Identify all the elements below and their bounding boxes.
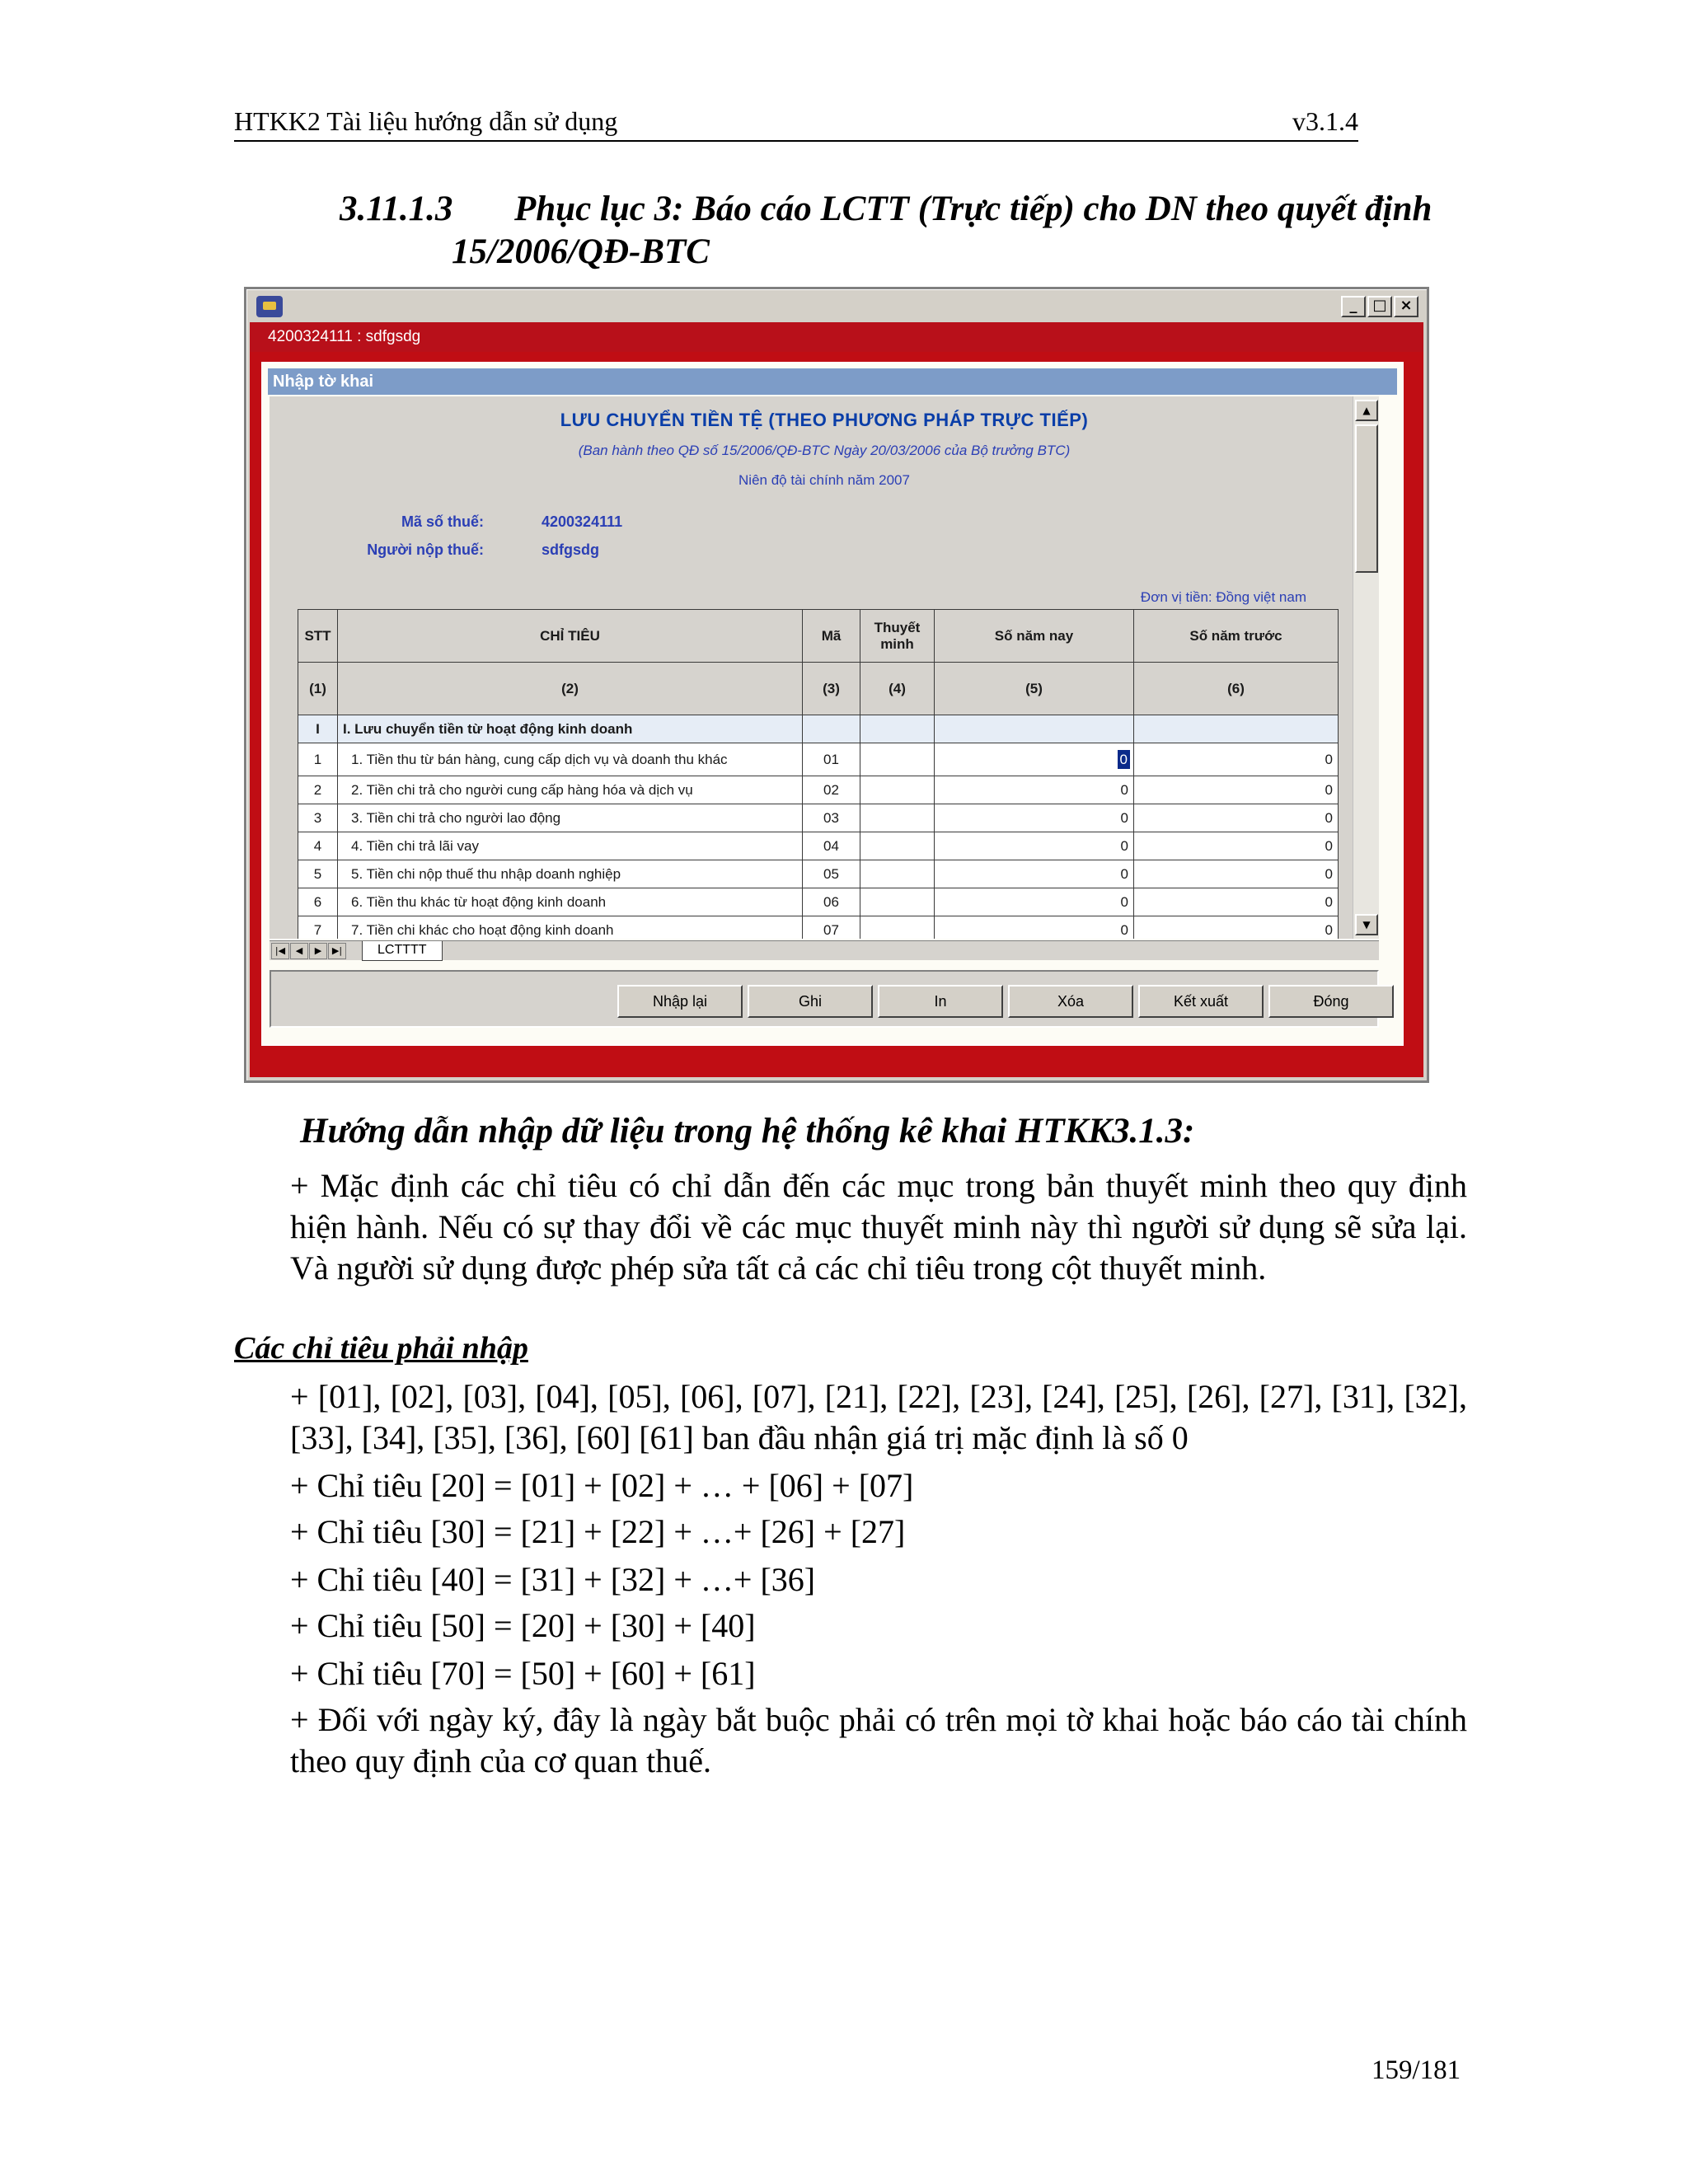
section-title-line2: 15/2006/QĐ-BTC xyxy=(452,232,710,271)
document-version: v3.1.4 xyxy=(1292,106,1358,136)
index-cell: (6) xyxy=(1134,663,1339,715)
app-logo-icon xyxy=(256,296,283,317)
last-sheet-icon[interactable]: ▶| xyxy=(328,943,346,959)
tax-code-value: 4200324111 xyxy=(542,513,623,530)
form-heading: LƯU CHUYỂN TIỀN TỆ (THEO PHƯƠNG PHÁP TRỰC TIẾP) xyxy=(560,410,1089,430)
required-paragraph: + [01], [02], [03], [04], [05], [06], [07], [21], [22], [23], [24], [25], [26], [27], [31], [32], [33], [34], [35], [36], [60] [61] ban đầu nhận giá trị mặc định là số 0 xyxy=(290,1378,1467,1456)
reset-button[interactable]: Nhập lại xyxy=(617,985,743,1018)
table-row xyxy=(298,776,1339,804)
index-cell: (2) xyxy=(338,663,803,715)
next-sheet-icon[interactable]: ▶ xyxy=(309,943,327,959)
row-note-input[interactable] xyxy=(860,888,935,916)
first-sheet-icon[interactable]: |◀ xyxy=(271,943,289,959)
row-code: 03 xyxy=(803,804,860,832)
row-current-input[interactable]: 0 xyxy=(935,804,1134,832)
header-stt: STT xyxy=(298,610,338,663)
row-current-value: 0 xyxy=(1119,751,1128,767)
guide-paragraph: + Mặc định các chỉ tiêu có chỉ dẫn đến các mục trong bản thuyết minh theo quy định hiện hành. Nếu có sự thay đổi về các mục thuyết minh này thì người sử dụng sẽ sửa lại. Và người sử dụng được phép sửa tất cả các chỉ tiêu trong cột thuyết minh. xyxy=(290,1167,1467,1286)
row-stt: 4 xyxy=(298,832,338,860)
sheet-tabstrip xyxy=(270,940,1379,960)
scroll-thumb[interactable] xyxy=(1355,424,1378,573)
row-code: 05 xyxy=(803,860,860,888)
table-row xyxy=(298,888,1339,916)
vertical-scrollbar[interactable] xyxy=(1353,396,1379,939)
section-number: 3.11.1.3 xyxy=(340,190,453,228)
save-button[interactable]: Ghi xyxy=(748,985,873,1018)
row-previous-input[interactable]: 0 xyxy=(1134,860,1339,888)
required-heading: Các chỉ tiêu phải nhập xyxy=(234,1331,528,1366)
row-note-input[interactable] xyxy=(860,804,935,832)
row-stt: 1 xyxy=(298,743,338,776)
close-button[interactable]: × xyxy=(1394,296,1418,317)
row-code: 07 xyxy=(803,916,860,940)
row-label: 2. Tiền chi trả cho người cung cấp hàng hóa và dịch vụ xyxy=(338,776,803,804)
row-current-input[interactable] xyxy=(935,743,1134,776)
row-note-input[interactable] xyxy=(860,743,935,776)
index-cell: (3) xyxy=(803,663,860,715)
fiscal-year: Niên độ tài chính năm 2007 xyxy=(738,472,910,488)
scroll-up-arrow-icon[interactable]: ▲ xyxy=(1355,400,1378,421)
row-stt: 6 xyxy=(298,888,338,916)
document-title: HTKK2 Tài liệu hướng dẫn sử dụng xyxy=(234,106,618,136)
header-note: Thuyết minh xyxy=(860,610,935,663)
formula-line: + Chỉ tiêu [40] = [31] + [32] + …+ [36] xyxy=(290,1561,816,1598)
table-row xyxy=(298,916,1339,940)
row-stt: 7 xyxy=(298,916,338,940)
tax-code-label: Mã số thuế: xyxy=(401,513,484,530)
declaration-window xyxy=(261,362,1404,1046)
row-label: 5. Tiền chi nộp thuế thu nhập doanh nghiệp xyxy=(338,860,803,888)
row-code: 02 xyxy=(803,776,860,804)
form-subheading: (Ban hành theo QĐ số 15/2006/QĐ-BTC Ngày 20/03/2006 của Bộ trưởng BTC) xyxy=(578,443,1071,458)
export-button[interactable]: Kết xuất xyxy=(1138,985,1264,1018)
table-row xyxy=(298,743,1339,776)
row-note-input[interactable] xyxy=(860,916,935,940)
row-current-input[interactable]: 0 xyxy=(935,776,1134,804)
index-cell: (5) xyxy=(935,663,1134,715)
row-current-input[interactable]: 0 xyxy=(935,832,1134,860)
row-label: 7. Tiền chi khác cho hoạt động kinh doanh xyxy=(338,916,803,940)
row-label: 4. Tiền chi trả lãi vay xyxy=(338,832,803,860)
close-form-button[interactable]: Đóng xyxy=(1268,985,1394,1018)
row-note-input[interactable] xyxy=(860,832,935,860)
section-row xyxy=(298,715,1339,743)
cashflow-table xyxy=(298,609,1339,939)
row-label: 6. Tiền thu khác từ hoạt động kinh doanh xyxy=(338,888,803,916)
table-row xyxy=(298,832,1339,860)
window-controls xyxy=(1341,296,1418,317)
table-row xyxy=(298,804,1339,832)
formula-line: + Chỉ tiêu [50] = [20] + [30] + [40] xyxy=(290,1607,756,1644)
row-previous-input[interactable]: 0 xyxy=(1134,804,1339,832)
row-current-input[interactable]: 0 xyxy=(935,916,1134,940)
section-title-line1: Phục lục 3: Báo cáo LCTT (Trực tiếp) cho DN theo quyết định xyxy=(514,190,1432,228)
section-stt: I xyxy=(298,715,338,743)
signing-note: + Đối với ngày ký, đây là ngày bắt buộc phải có trên mọi tờ khai hoặc báo cáo tài chính theo quy định của cơ quan thuế. xyxy=(290,1701,1467,1779)
row-previous-input[interactable]: 0 xyxy=(1134,832,1339,860)
row-label: 1. Tiền thu từ bán hàng, cung cấp dịch vụ và doanh thu khác xyxy=(338,743,803,776)
row-current-input[interactable]: 0 xyxy=(935,860,1134,888)
row-stt: 3 xyxy=(298,804,338,832)
index-cell: (4) xyxy=(860,663,935,715)
formula-line: + Chỉ tiêu [30] = [21] + [22] + …+ [26] + [27] xyxy=(290,1513,906,1550)
row-previous-input[interactable]: 0 xyxy=(1134,916,1339,940)
row-previous-input[interactable]: 0 xyxy=(1134,743,1339,776)
minimize-button[interactable]: _ xyxy=(1341,296,1366,317)
row-current-input[interactable]: 0 xyxy=(935,888,1134,916)
print-button[interactable]: In xyxy=(878,985,1003,1018)
section-title xyxy=(340,188,1469,274)
guide-title: Hướng dẫn nhập dữ liệu trong hệ thống kê khai HTKK3.1.3: xyxy=(300,1112,1195,1151)
page-number: 159/181 xyxy=(1372,2055,1461,2085)
row-previous-input[interactable]: 0 xyxy=(1134,776,1339,804)
table-index-row xyxy=(298,663,1339,715)
sheet-tab[interactable]: LCTTTT xyxy=(362,941,443,961)
header-code: Mã xyxy=(803,610,860,663)
payer-value: sdfgsdg xyxy=(542,541,599,558)
row-label: 3. Tiền chi trả cho người lao động xyxy=(338,804,803,832)
scroll-down-arrow-icon[interactable]: ▼ xyxy=(1355,914,1378,935)
row-code: 04 xyxy=(803,832,860,860)
row-stt: 2 xyxy=(298,776,338,804)
payer-label: Người nộp thuế: xyxy=(367,541,484,558)
table-row xyxy=(298,860,1339,888)
row-code: 06 xyxy=(803,888,860,916)
prev-sheet-icon[interactable]: ◀ xyxy=(290,943,308,959)
row-stt: 5 xyxy=(298,860,338,888)
app-window xyxy=(244,287,1429,1083)
header-indicator: CHỈ TIÊU xyxy=(338,610,803,663)
header-current-year: Số năm nay xyxy=(935,610,1134,663)
header-previous-year: Số năm trước xyxy=(1134,610,1339,663)
maximize-button[interactable]: □ xyxy=(1367,296,1392,317)
row-code: 01 xyxy=(803,743,860,776)
button-bar xyxy=(270,970,1379,1028)
formula-line: + Chỉ tiêu [20] = [01] + [02] + … + [06] + [07] xyxy=(290,1467,914,1504)
app-titlebar xyxy=(250,293,1423,321)
declaration-window-title: Nhập tờ khai xyxy=(268,368,1397,395)
index-cell: (1) xyxy=(298,663,338,715)
section-label: I. Lưu chuyển tiền từ hoạt động kinh doanh xyxy=(338,715,803,743)
sheet-nav xyxy=(271,943,346,959)
form-area xyxy=(270,396,1379,939)
table-header-row xyxy=(298,610,1339,663)
row-previous-input[interactable]: 0 xyxy=(1134,888,1339,916)
row-note-input[interactable] xyxy=(860,860,935,888)
row-note-input[interactable] xyxy=(860,776,935,804)
mdi-titlebar: 4200324111 : sdfgsdg xyxy=(250,322,1423,352)
delete-button[interactable]: Xóa xyxy=(1008,985,1133,1018)
formula-line: + Chỉ tiêu [70] = [50] + [60] + [61] xyxy=(290,1655,756,1692)
currency-unit: Đơn vị tiền: Đồng việt nam xyxy=(1140,589,1306,605)
document-header xyxy=(234,107,1358,142)
